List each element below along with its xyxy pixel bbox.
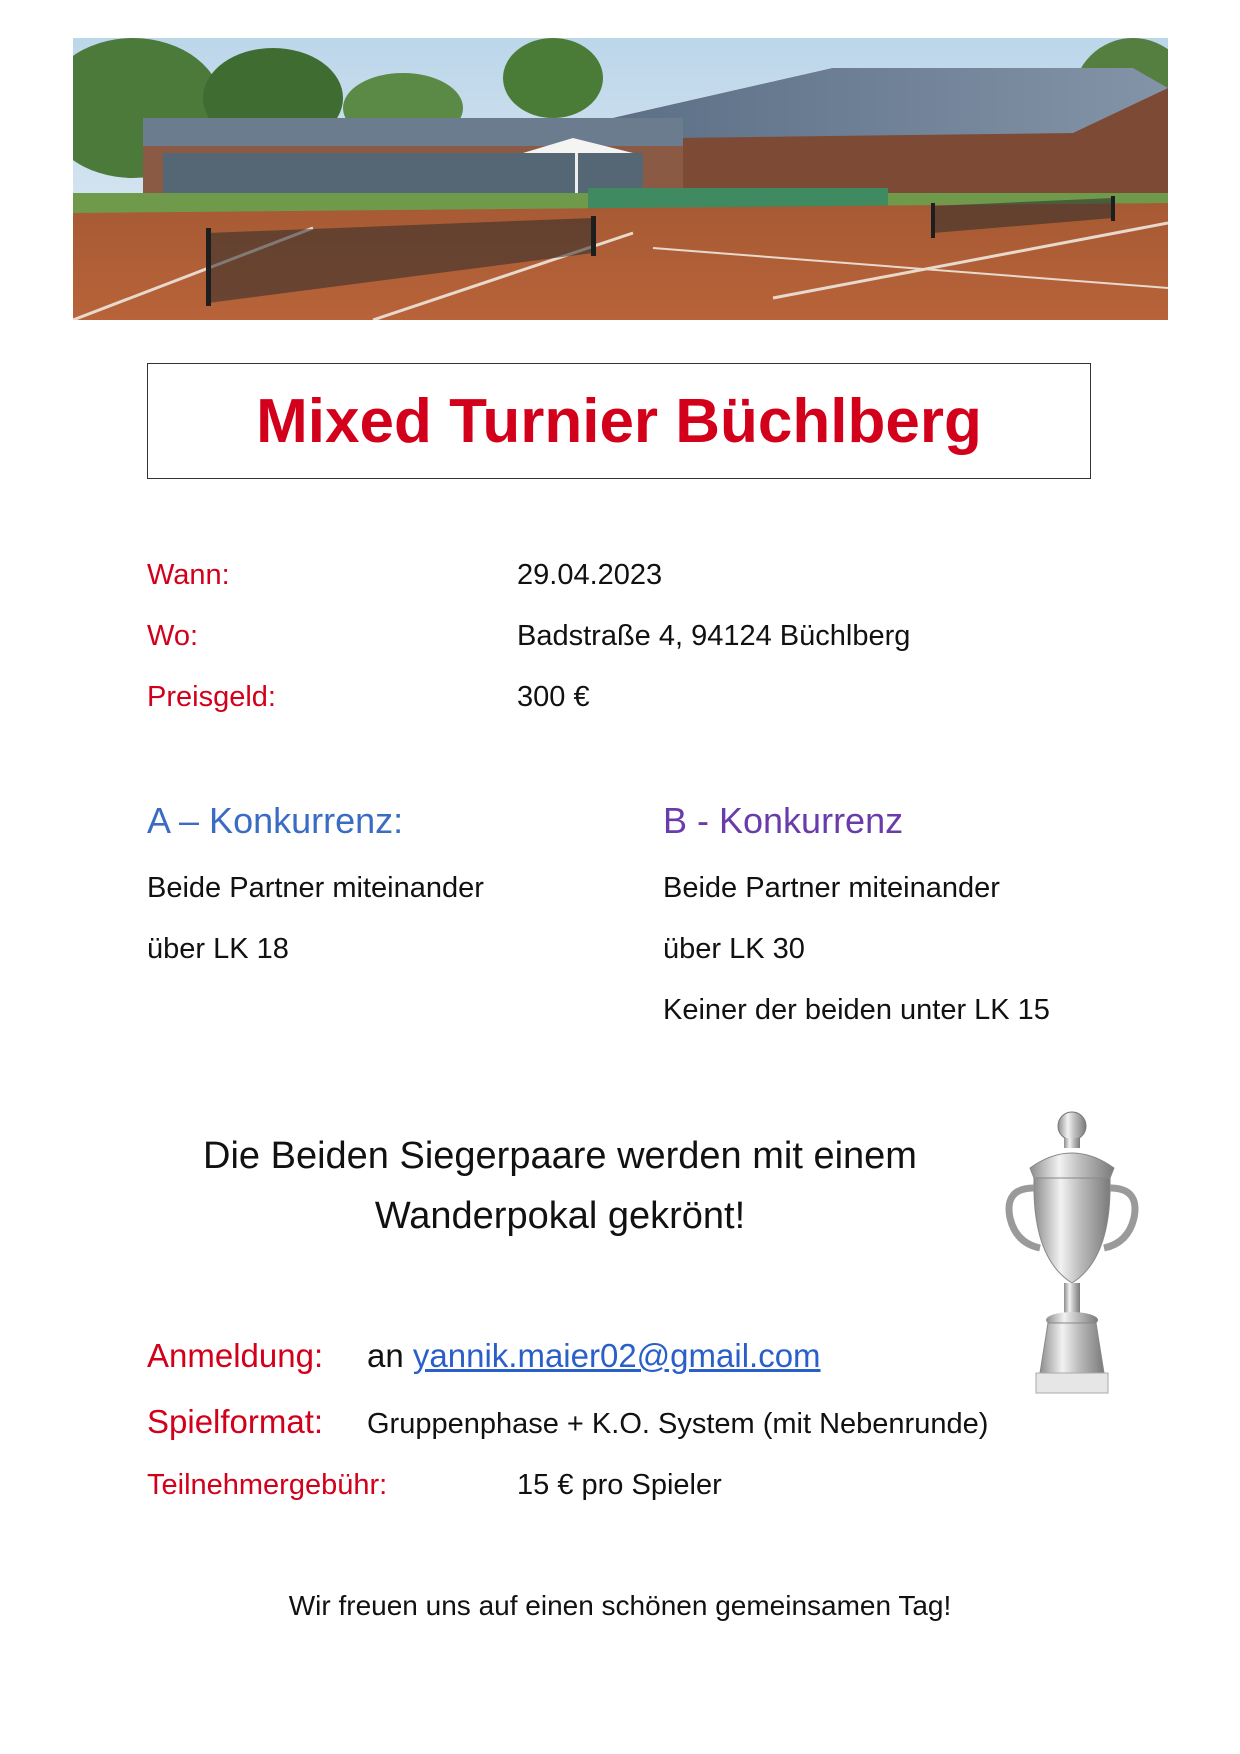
konkurrenz-b-line-3: Keiner der beiden unter LK 15 (663, 994, 1050, 1026)
konkurrenz-b-line-2: über LK 30 (663, 933, 805, 965)
anmeldung-label: Anmeldung: (147, 1337, 324, 1374)
winner-line-1: Die Beiden Siegerpaare werden mit einem (203, 1135, 917, 1177)
anmeldung-value (367, 1337, 821, 1375)
tennis-courts-photo (73, 38, 1168, 320)
preisgeld-label: Preisgeld: (147, 681, 276, 713)
trophy-cup (1000, 1108, 1145, 1398)
konkurrenz-b-heading: B - Konkurrenz (663, 800, 904, 841)
wann-value: 29.04.2023 (517, 559, 663, 591)
preisgeld-value: 300 € (517, 681, 590, 713)
page-title: Mixed Turnier Büchlberg (256, 386, 982, 456)
spielformat-value: Gruppenphase + K.O. System (mit Nebenrunde) (367, 1408, 989, 1440)
winner-announcement (110, 1126, 1010, 1246)
closing-text: Wir freuen uns auf einen schönen gemeinsamen Tag! (288, 1590, 952, 1621)
gebuehr-value: 15 € pro Spieler (517, 1469, 722, 1501)
winner-line-2: Wanderpokal gekrönt! (374, 1195, 746, 1237)
konkurrenz-a-heading: A – Konkurrenz: (147, 800, 404, 841)
anmeldung-prefix: an (367, 1337, 404, 1374)
konkurrenz-b-line-1: Beide Partner miteinander (663, 872, 1000, 904)
konkurrenz-a-line-1: Beide Partner miteinander (147, 872, 484, 904)
wann-label: Wann: (147, 559, 230, 591)
spielformat-label: Spielformat: (147, 1403, 324, 1440)
email-link[interactable]: yannik.maier02@gmail.com (412, 1337, 821, 1374)
wo-value: Badstraße 4, 94124 Büchlberg (517, 620, 911, 652)
wo-label: Wo: (147, 620, 199, 652)
konkurrenz-a-line-2: über LK 18 (147, 933, 289, 965)
title-box (147, 363, 1091, 479)
gebuehr-label: Teilnehmergebühr: (147, 1469, 388, 1501)
